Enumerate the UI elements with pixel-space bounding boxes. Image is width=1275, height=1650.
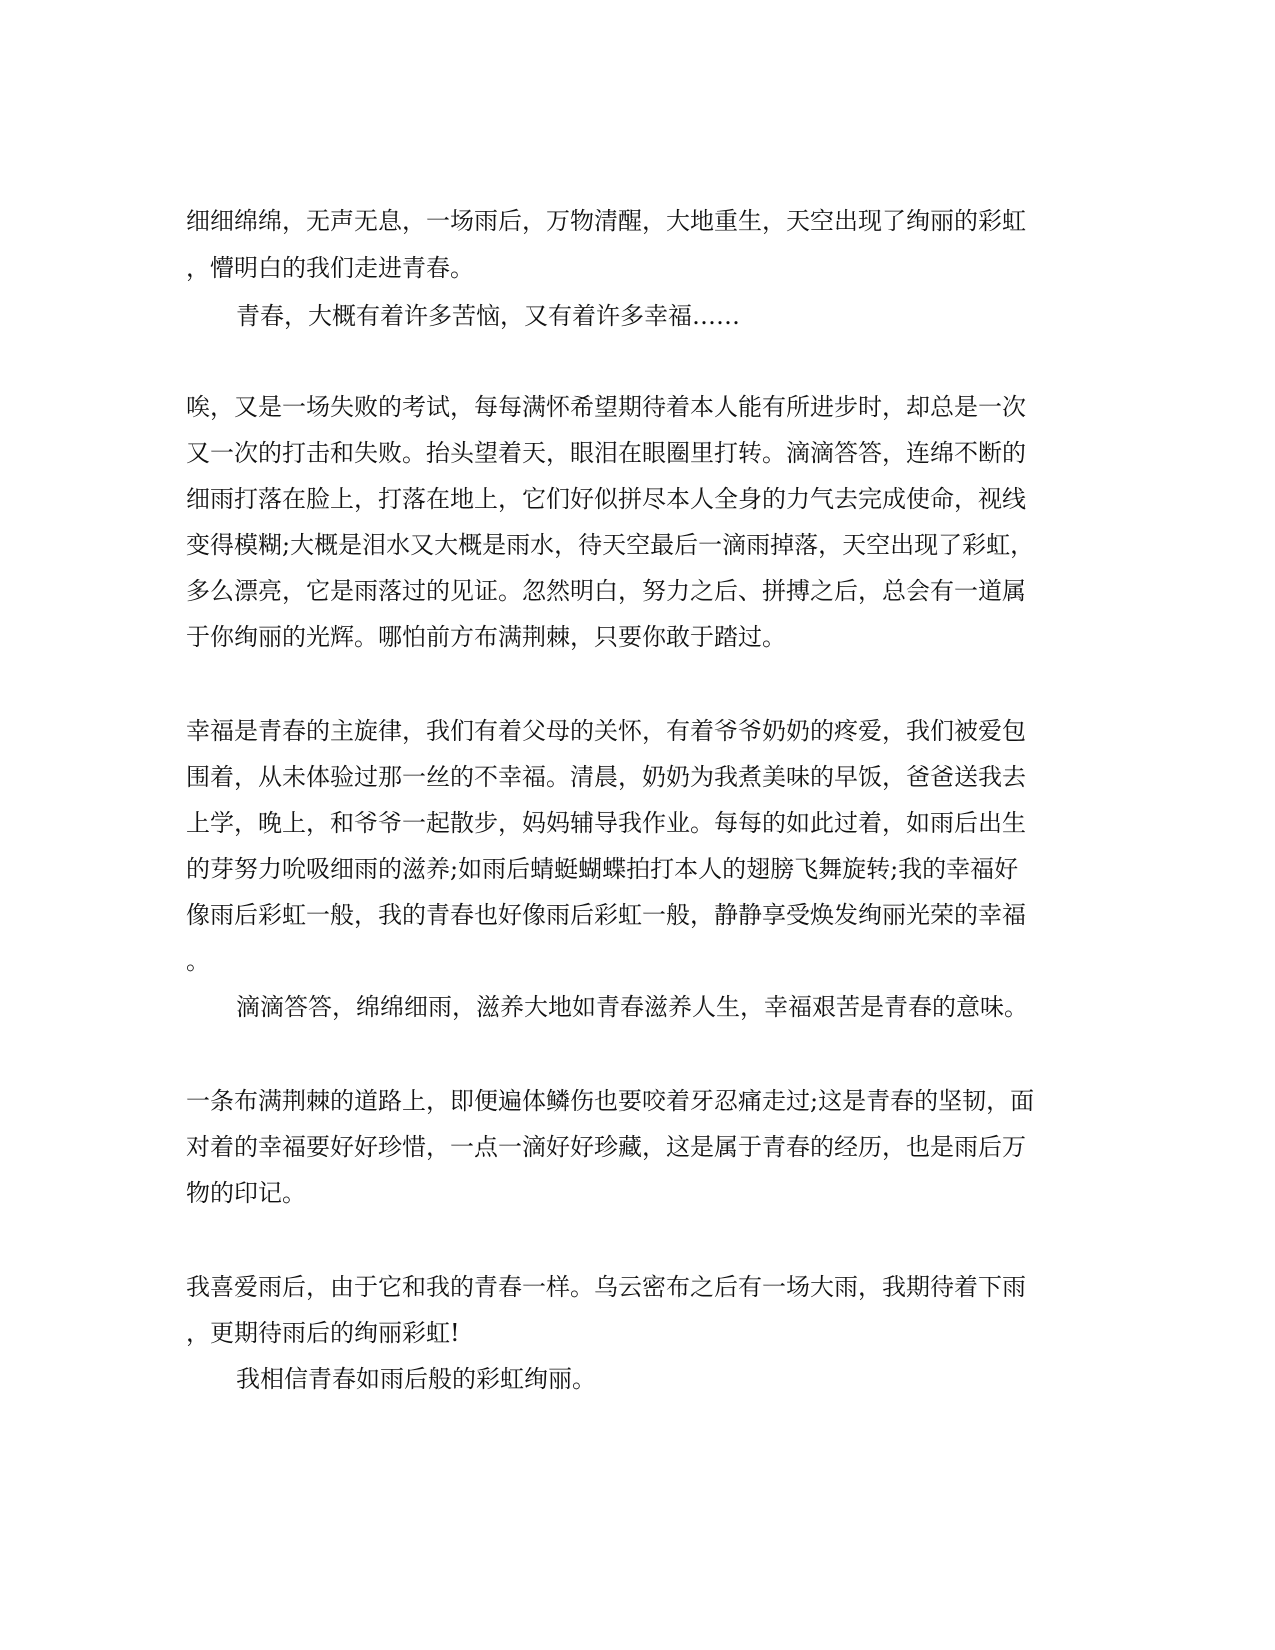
text-line: 的芽努力吮吸细雨的滋养;如雨后蜻蜓蝴蝶拍打本人的翅膀飞舞旋转;我的幸福好 — [186, 855, 1019, 883]
text-line: 唉，又是一场失败的考试，每每满怀希望期待着本人能有所进步时，却总是一次 — [186, 393, 1026, 421]
text-line: 我相信青春如雨后般的彩虹绚丽。 — [236, 1365, 596, 1393]
text-line: 围着，从未体验过那一丝的不幸福。清晨，奶奶为我煮美味的早饭，爸爸送我去 — [186, 763, 1026, 791]
text-line: 滴滴答答，绵绵细雨，滋养大地如青春滋养人生，幸福艰苦是青春的意味。 — [236, 993, 1028, 1021]
text-line: 对着的幸福要好好珍惜，一点一滴好好珍藏，这是属于青春的经历，也是雨后万 — [186, 1133, 1026, 1161]
text-line: ，懵明白的我们走进青春。 — [186, 254, 474, 282]
text-line: 变得模糊;大概是泪水又大概是雨水，待天空最后一滴雨掉落，天空出现了彩虹， — [186, 531, 1035, 559]
text-line: ，更期待雨后的绚丽彩虹! — [186, 1319, 460, 1347]
text-line: 幸福是青春的主旋律，我们有着父母的关怀，有着爷爷奶奶的疼爱，我们被爱包 — [186, 717, 1026, 745]
text-line: 像雨后彩虹一般，我的青春也好像雨后彩虹一般，静静享受焕发绚丽光荣的幸福 — [186, 901, 1026, 929]
text-line: 上学，晚上，和爷爷一起散步，妈妈辅导我作业。每每的如此过着，如雨后出生 — [186, 809, 1026, 837]
text-line: 物的印记。 — [186, 1179, 306, 1207]
text-line: 又一次的打击和失败。抬头望着天，眼泪在眼圈里打转。滴滴答答，连绵不断的 — [186, 439, 1026, 467]
text-line: 青春，大概有着许多苦恼，又有着许多幸福…… — [236, 302, 740, 330]
text-line: 细雨打落在脸上，打落在地上，它们好似拼尽本人全身的力气去完成使命，视线 — [186, 485, 1026, 513]
text-line: 多么漂亮，它是雨落过的见证。忽然明白，努力之后、拼搏之后，总会有一道属 — [186, 577, 1026, 605]
text-line: 一条布满荆棘的道路上，即便遍体鳞伤也要咬着牙忍痛走过;这是青春的坚韧，面 — [186, 1087, 1035, 1115]
text-line: 细细绵绵，无声无息，一场雨后，万物清醒，大地重生，天空出现了绚丽的彩虹 — [186, 207, 1026, 235]
text-line: 于你绚丽的光辉。哪怕前方布满荆棘，只要你敢于踏过。 — [186, 623, 786, 651]
text-line: 。 — [186, 947, 210, 975]
text-line: 我喜爱雨后，由于它和我的青春一样。乌云密布之后有一场大雨，我期待着下雨 — [186, 1273, 1026, 1301]
